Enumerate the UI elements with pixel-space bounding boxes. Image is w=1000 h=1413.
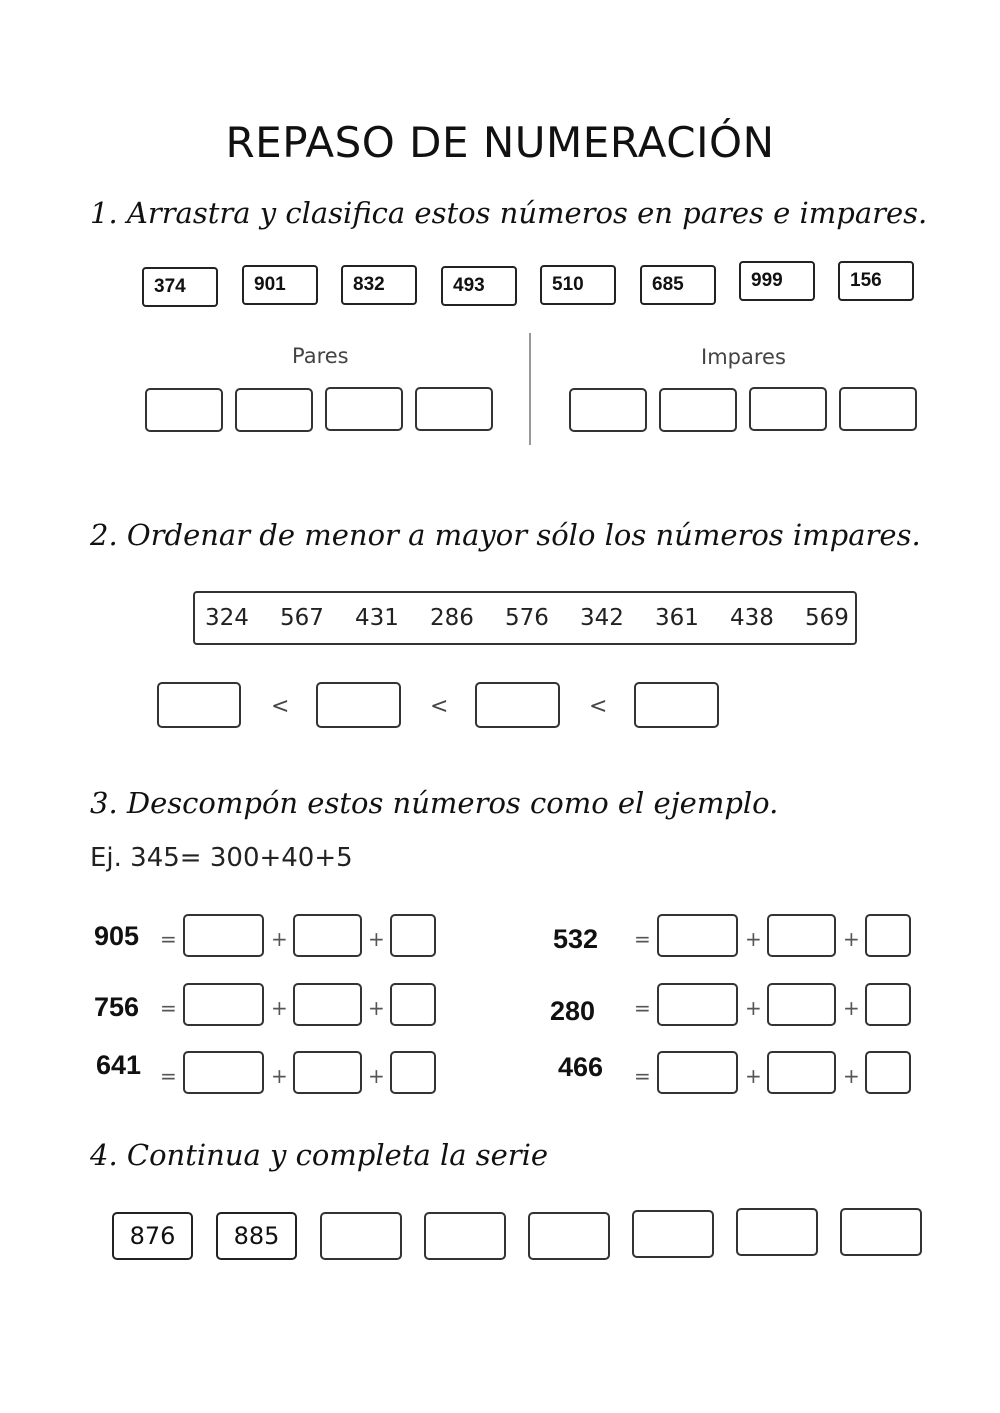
less-than-sign: < [589,694,608,719]
impares-drop-slot[interactable] [749,387,827,431]
hundreds-input[interactable] [657,1051,738,1094]
series-input[interactable] [424,1212,506,1260]
pares-drop-slot[interactable] [325,387,403,431]
series-input[interactable] [632,1210,714,1258]
number-chip[interactable]: 374 [142,267,218,307]
pares-drop-slot[interactable] [145,388,223,432]
decompose-number: 466 [558,1052,604,1082]
plus-sign: + [745,1064,762,1088]
tens-input[interactable] [767,983,836,1026]
plus-sign: + [271,927,288,951]
section2-heading: 2. Ordenar de menor a mayor sólo los números impares. [90,518,921,552]
list-number: 342 [580,605,624,631]
plus-sign: + [843,996,860,1020]
example-text: Ej. 345= 300+40+5 [90,843,353,873]
equals-sign: = [634,996,651,1020]
pares-label: Pares [292,344,349,368]
equals-sign: = [160,1064,177,1088]
plus-sign: + [843,927,860,951]
equals-sign: = [160,927,177,951]
units-input[interactable] [865,1051,911,1094]
series-given: 876 [112,1212,193,1260]
hundreds-input[interactable] [183,983,264,1026]
number-chip[interactable]: 493 [441,266,517,306]
less-than-sign: < [271,694,290,719]
hundreds-input[interactable] [183,914,264,957]
impares-drop-slot[interactable] [569,388,647,432]
section3-heading: 3. Descompón estos números como el ejemplo. [90,786,779,820]
series-input[interactable] [320,1212,402,1260]
pares-drop-slot[interactable] [235,388,313,432]
impares-label: Impares [701,345,786,369]
plus-sign: + [368,1064,385,1088]
impares-drop-slot[interactable] [839,387,917,431]
pares-drop-slot[interactable] [415,387,493,431]
units-input[interactable] [390,1051,436,1094]
number-chip[interactable]: 832 [341,265,417,305]
number-chip[interactable]: 510 [540,265,616,305]
plus-sign: + [368,996,385,1020]
less-than-sign: < [430,694,449,719]
decompose-number: 532 [553,924,599,954]
section4-heading: 4. Continua y completa la serie [90,1138,549,1172]
plus-sign: + [745,927,762,951]
plus-sign: + [271,1064,288,1088]
decompose-number: 280 [550,996,596,1026]
plus-sign: + [745,996,762,1020]
order-input[interactable] [634,682,719,728]
equals-sign: = [160,996,177,1020]
number-chip[interactable]: 685 [640,265,716,305]
hundreds-input[interactable] [657,914,738,957]
equals-sign: = [634,927,651,951]
order-input[interactable] [157,682,241,728]
section1-heading: 1. Arrastra y clasifica estos números en pares e impares. [90,196,928,230]
number-list-box [193,591,857,645]
hundreds-input[interactable] [657,983,738,1026]
series-given: 885 [216,1212,297,1260]
decompose-number: 905 [94,921,140,951]
decompose-number: 756 [94,992,140,1022]
list-number: 286 [430,605,474,631]
list-number: 567 [280,605,324,631]
series-input[interactable] [736,1208,818,1256]
hundreds-input[interactable] [183,1051,264,1094]
tens-input[interactable] [293,914,362,957]
order-input[interactable] [475,682,560,728]
list-number: 431 [355,605,399,631]
list-number: 576 [505,605,549,631]
tens-input[interactable] [767,914,836,957]
column-divider [529,333,531,445]
order-input[interactable] [316,682,401,728]
impares-drop-slot[interactable] [659,388,737,432]
decompose-number: 641 [96,1050,142,1080]
page-title: REPASO DE NUMERACIÓN [225,118,775,167]
tens-input[interactable] [293,983,362,1026]
units-input[interactable] [390,914,436,957]
tens-input[interactable] [767,1051,836,1094]
tens-input[interactable] [293,1051,362,1094]
list-number: 324 [205,605,249,631]
list-number: 438 [730,605,774,631]
plus-sign: + [271,996,288,1020]
units-input[interactable] [390,983,436,1026]
equals-sign: = [634,1064,651,1088]
units-input[interactable] [865,914,911,957]
plus-sign: + [368,927,385,951]
list-number: 569 [805,605,849,631]
series-input[interactable] [840,1208,922,1256]
units-input[interactable] [865,983,911,1026]
number-chip[interactable]: 901 [242,265,318,305]
number-chip[interactable]: 156 [838,261,914,301]
list-number: 361 [655,605,699,631]
number-chip[interactable]: 999 [739,261,815,301]
plus-sign: + [843,1064,860,1088]
series-input[interactable] [528,1212,610,1260]
